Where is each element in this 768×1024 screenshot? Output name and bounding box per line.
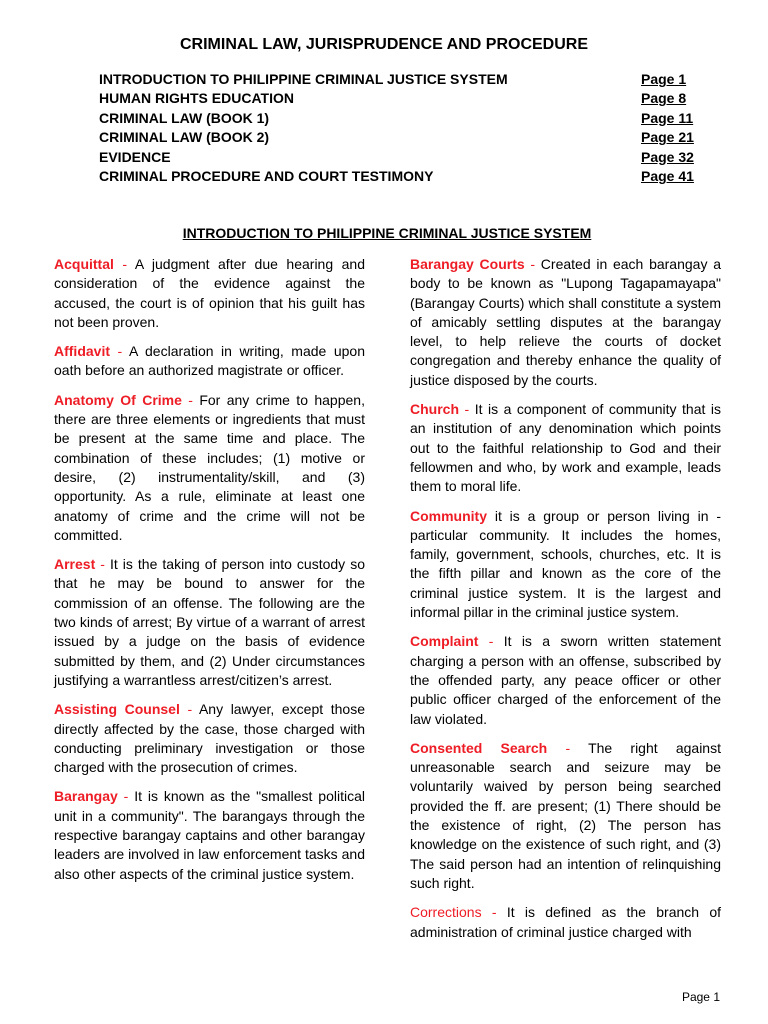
glossary-entry bbox=[410, 507, 721, 623]
left-column bbox=[54, 255, 365, 894]
glossary-entry bbox=[410, 400, 721, 496]
glossary-definition: Any lawyer, except those directly affected by the case, those charged with conducting preliminary investigation or those charged with the prosecution of crimes. bbox=[54, 701, 365, 776]
section-heading: INTRODUCTION TO PHILIPPINE CRIMINAL JUSTICE SYSTEM bbox=[182, 225, 592, 241]
toc-page-link[interactable]: Page 1 bbox=[641, 71, 687, 87]
toc-page-link[interactable]: Page 21 bbox=[641, 129, 694, 146]
glossary-term: Barangay bbox=[54, 788, 118, 805]
term-separator: - bbox=[478, 633, 504, 650]
document-title: CRIMINAL LAW, JURISPRUDENCE AND PROCEDURE bbox=[179, 36, 589, 53]
glossary-entry bbox=[54, 787, 365, 883]
glossary-entry bbox=[410, 255, 721, 390]
glossary-term: Barangay Courts bbox=[410, 256, 525, 272]
toc-label: INTRODUCTION TO PHILIPPINE CRIMINAL JUSTICE SYSTEM bbox=[99, 71, 508, 87]
toc-row bbox=[99, 167, 699, 186]
glossary-term: Acquittal bbox=[54, 256, 114, 272]
toc-page-link[interactable]: Page 32 bbox=[641, 148, 694, 165]
toc-page-link[interactable]: Page 41 bbox=[641, 167, 694, 184]
toc-row bbox=[99, 89, 699, 108]
toc-row bbox=[99, 70, 699, 89]
glossary-entry bbox=[410, 903, 721, 942]
right-column bbox=[410, 255, 721, 952]
glossary-definition: It is a sworn written statement charging a person with an offense, subscribed by the offended party, any peace officer or other public officer charged of the enforcement of the law violated. bbox=[410, 633, 721, 727]
glossary-definition: It is the taking of person into custody so that he may be bound to answer for the commission of an offense. The following are the two kinds of arrest; By virtue of a warrant of arrest issued by a judge on the basis of evidence submitted by them, and (2) Under circumstances justifying a warrantless arrest/citizen’s arrest. bbox=[54, 556, 365, 688]
glossary-definition: A judgment after due hearing and consideration of the evidence against the accused, the court is of opinion that his guilt has not been proven. bbox=[54, 256, 366, 330]
glossary-entry bbox=[54, 555, 365, 690]
glossary-entry bbox=[54, 342, 365, 381]
glossary-term: Complaint bbox=[410, 633, 479, 650]
glossary-term: Assisting Counsel bbox=[54, 701, 180, 718]
glossary-term: Community bbox=[410, 507, 487, 524]
toc-row bbox=[99, 128, 699, 147]
toc-page-link[interactable]: Page 8 bbox=[641, 90, 687, 107]
glossary-definition: Created in each barangay a body to be known as "Lupong Tagapamayapa" (Barangay Courts) which shall constitute a system of amicably settling disputes at the barangay level, to help relieve the courts of docket congregation and thereby enhance the quality of justice disposed by the courts. bbox=[410, 256, 721, 388]
glossary-term: Affidavit bbox=[54, 343, 110, 360]
toc-label: CRIMINAL PROCEDURE AND COURT TESTIMONY bbox=[99, 167, 434, 184]
term-separator: - bbox=[113, 256, 135, 272]
glossary-term: Corrections bbox=[410, 904, 482, 921]
toc-label: HUMAN RIGHTS EDUCATION bbox=[99, 90, 294, 107]
term-separator: - bbox=[181, 391, 200, 408]
glossary-entry bbox=[54, 391, 365, 545]
term-separator: - bbox=[117, 788, 135, 805]
toc-row bbox=[99, 109, 699, 128]
toc-row bbox=[99, 148, 699, 167]
term-separator: - bbox=[179, 701, 199, 718]
toc-label: EVIDENCE bbox=[99, 148, 171, 165]
term-separator: - bbox=[459, 401, 475, 418]
glossary-definition: It is defined as the branch of administration of criminal justice charged with bbox=[410, 904, 721, 940]
glossary-definition: it is a group or person living in - particular community. It includes the homes, family, government, schools, churches, etc. It is the fifth pillar and known as the core of the criminal justice system. It is the largest and informal pillar in the criminal justice system. bbox=[410, 507, 721, 621]
term-separator: - bbox=[547, 739, 589, 756]
glossary-definition: It is known as the "smallest political unit in a community". The barangays through the respective barangay captains and other barangay leaders are involved in law enforcement tasks and also other aspects of the criminal justice system. bbox=[54, 788, 365, 882]
toc-label: CRIMINAL LAW (BOOK 1) bbox=[99, 109, 270, 126]
toc-page-link[interactable]: Page 11 bbox=[641, 109, 694, 126]
table-of-contents bbox=[99, 70, 699, 186]
term-separator: - bbox=[110, 343, 129, 360]
glossary-term: Anatomy Of Crime bbox=[54, 391, 182, 408]
glossary-definition: The right against unreasonable search and seizure may be voluntarily waived by person being searched provided the ff. are present; (1) There should be the existence of right, (2) The person has knowledge on the existence of such right, and (3) The said person had an intention of relinquishing such right. bbox=[410, 739, 721, 891]
glossary-entry bbox=[54, 255, 365, 332]
glossary-definition: For any crime to happen, there are three elements or ingredients that must be present at the same time and place. The combination of these includes; (1) motive or desire, (2) instrumentality/skill, and (3) opportunity. As a rule, eliminate at least one anatomy of crime and the crime will not be committed. bbox=[54, 391, 365, 543]
glossary-term: Consented Search bbox=[410, 739, 548, 756]
page-number: Page 1 bbox=[681, 990, 720, 1004]
glossary-term: Arrest bbox=[54, 556, 96, 573]
term-separator bbox=[487, 508, 495, 524]
term-separator: - bbox=[524, 256, 541, 272]
glossary-entry bbox=[54, 700, 365, 777]
toc-label: CRIMINAL LAW (BOOK 2) bbox=[99, 129, 270, 146]
term-separator: - bbox=[95, 556, 110, 573]
glossary-definition: A declaration in writing, made upon oath before an authorized magistrate or officer. bbox=[54, 343, 365, 379]
glossary-entry bbox=[410, 739, 721, 893]
term-separator: - bbox=[481, 904, 507, 921]
glossary-term: Church bbox=[410, 401, 459, 418]
glossary-entry bbox=[410, 632, 721, 728]
glossary-definition: It is a component of community that is an institution of any denomination which points out to the faithful relationship to God and their fellowmen and who, by work and example, leads them to moral life. bbox=[410, 401, 721, 495]
